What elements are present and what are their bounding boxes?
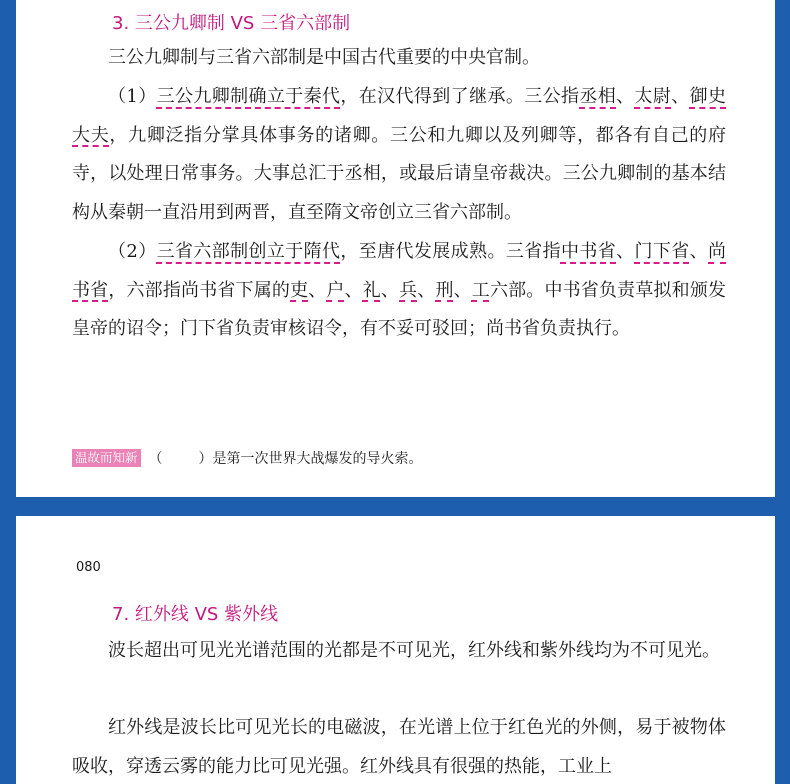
point-2-paragraph <box>72 233 726 349</box>
underlined-term: 尚书省 <box>72 241 727 301</box>
paren-close: ） <box>198 451 213 467</box>
underlined-term: 礼 <box>362 279 381 301</box>
text-run: ，至唐代发展成熟。三省指 <box>340 241 561 262</box>
page-number: 080 <box>76 560 101 575</box>
section-title: 3. 三公九卿制 VS 三省六部制 <box>112 13 351 34</box>
text-run: ，九卿泛指分掌具体事务的诸卿。三公和九卿以及列卿等，都各有自己的府寺，以处理日常事务。大事总汇于丞相，或最后请皇帝裁决。三公九卿制的基本结构从秦朝一直沿用到两晋，直至隋文帝创立三省六部制。 <box>72 124 727 223</box>
section-title: 7. 红外线 VS 紫外线 <box>112 604 279 625</box>
underlined-term: 御史大夫 <box>72 86 727 146</box>
text-run: 六部。中书省负责草拟和颁发皇帝的诏令；门下省负责审核诏令，有不妥可驳回；尚书省负责执行。 <box>72 279 727 339</box>
text-run: ，六部指尚书省下属的 <box>108 279 291 301</box>
underlined-term: 丞相 <box>579 86 617 107</box>
underlined-term: 刑 <box>435 279 454 301</box>
paragraph-1: 波长超出可见光光谱范围的光都是不可见光，红外线和紫外线均为不可见光。 <box>108 640 720 661</box>
text-run: 、 <box>616 241 635 262</box>
intro-paragraph: 三公九卿制与三省六部制是中国古代重要的中央官制。 <box>108 47 540 68</box>
underlined-term: 工 <box>471 279 490 301</box>
text-run: 、 <box>671 86 690 107</box>
text-run: 、 <box>417 279 436 301</box>
question-text: 是第一次世界大战爆发的导火索。 <box>212 451 423 467</box>
page-top <box>16 0 775 497</box>
text-run: 、 <box>616 86 635 107</box>
underlined-term: 户 <box>326 279 345 301</box>
text-run: 、 <box>453 279 472 301</box>
text-run: ，在汉代得到了继承。三公指 <box>340 86 580 107</box>
paragraph-2: 红外线是波长比可见光长的电磁波，在光谱上位于红色光的外侧，易于被物体吸收，穿透云雾的能力比可见光强。红外线具有很强的热能，工业上 <box>72 717 726 777</box>
underlined-term: 三省六部制创立于隋代 <box>156 241 341 262</box>
text-run: 、 <box>380 279 400 301</box>
point-2-prefix: （2） <box>108 241 157 262</box>
point-1-paragraph <box>72 78 726 232</box>
underlined-term: 门下省 <box>634 241 690 262</box>
review-question <box>72 448 423 468</box>
page-bottom <box>16 516 775 784</box>
underlined-term: 兵 <box>399 279 418 301</box>
review-tag: 温故而知新 <box>72 449 141 467</box>
point-1-prefix: （1） <box>108 86 157 107</box>
underlined-term: 三公九卿制确立于秦代 <box>156 86 341 107</box>
underlined-term: 太尉 <box>634 86 672 107</box>
paren-open: （ <box>148 451 163 467</box>
text-run: 、 <box>689 241 709 262</box>
text-run: 、 <box>308 279 327 301</box>
underlined-term: 中书省 <box>560 241 617 262</box>
text-run: 、 <box>344 279 363 301</box>
underlined-term: 吏 <box>290 279 309 301</box>
